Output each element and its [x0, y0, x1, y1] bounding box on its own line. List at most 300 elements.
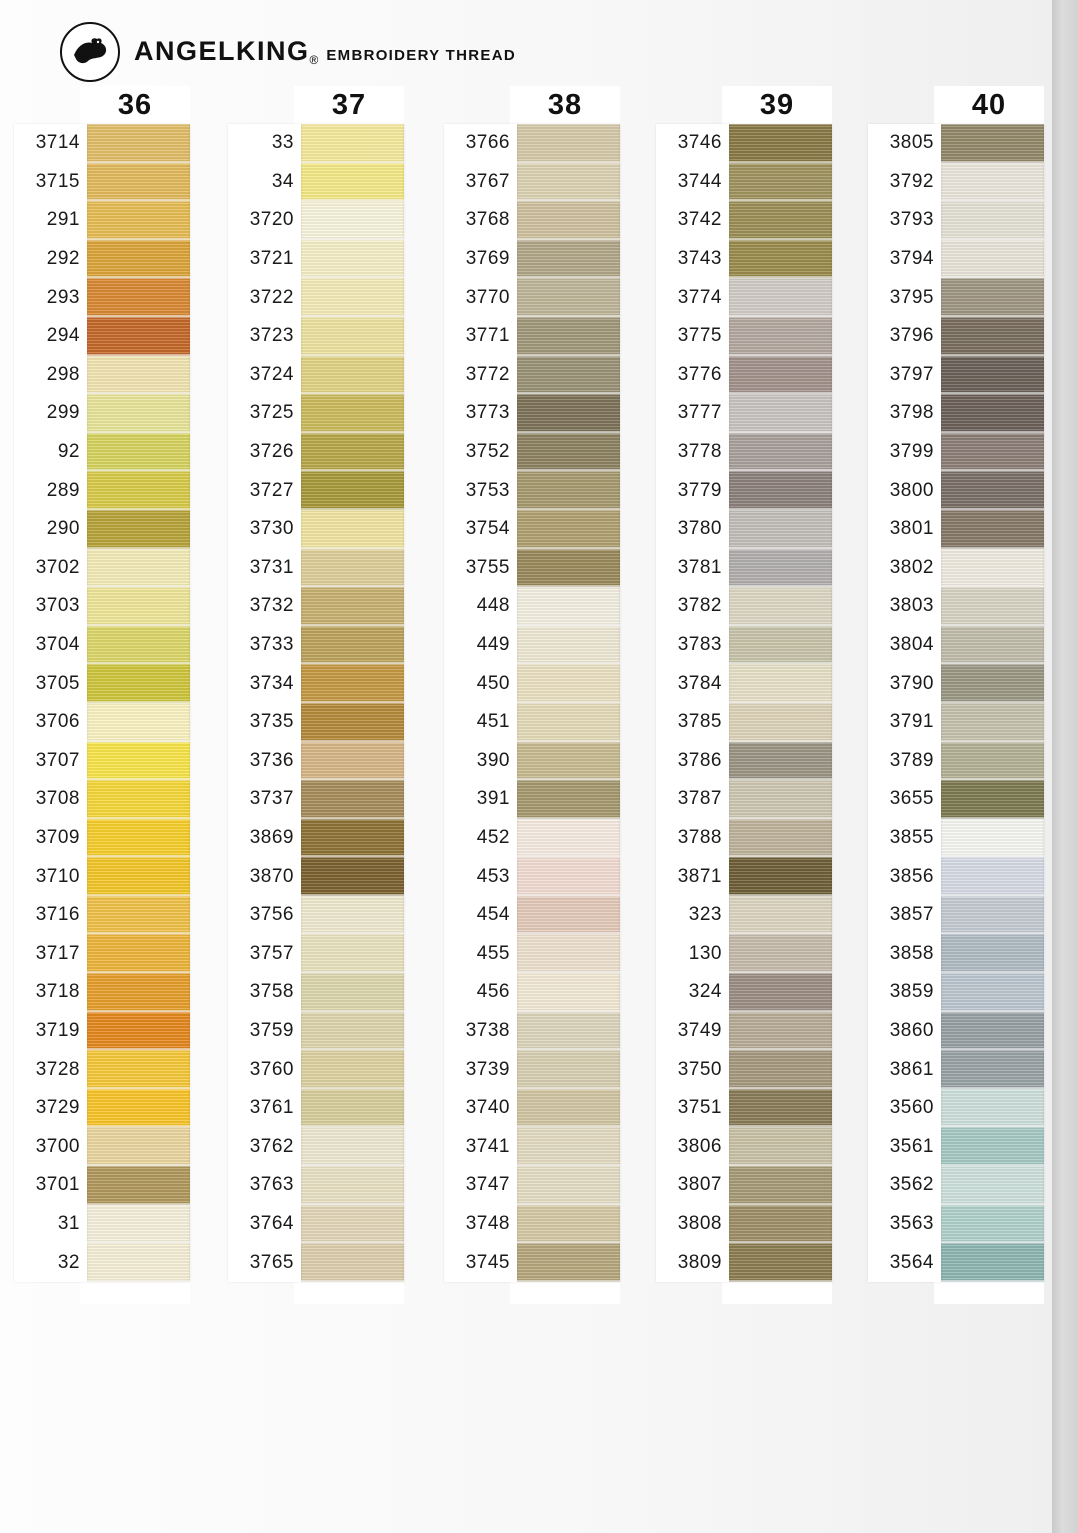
thread-row[interactable] — [656, 626, 832, 665]
thread-color-swatch[interactable] — [517, 549, 620, 588]
thread-row[interactable] — [14, 703, 190, 742]
thread-color-swatch[interactable] — [301, 857, 404, 896]
thread-row[interactable] — [14, 471, 190, 510]
thread-color-swatch[interactable] — [941, 1127, 1044, 1166]
thread-row[interactable] — [868, 356, 1044, 395]
thread-color-swatch[interactable] — [517, 1243, 620, 1282]
thread-color-swatch[interactable] — [941, 1012, 1044, 1051]
thread-color-swatch[interactable] — [301, 1205, 404, 1244]
thread-row[interactable] — [14, 1127, 190, 1166]
thread-color-swatch[interactable] — [301, 394, 404, 433]
thread-row[interactable] — [868, 896, 1044, 935]
thread-color-swatch[interactable] — [941, 587, 1044, 626]
thread-row[interactable] — [656, 896, 832, 935]
thread-row[interactable] — [444, 742, 620, 781]
thread-color-swatch[interactable] — [729, 278, 832, 317]
thread-row[interactable] — [14, 549, 190, 588]
thread-color-swatch[interactable] — [301, 549, 404, 588]
thread-color-swatch[interactable] — [941, 394, 1044, 433]
thread-color-swatch[interactable] — [729, 240, 832, 279]
thread-color-swatch[interactable] — [87, 201, 190, 240]
thread-color-swatch[interactable] — [301, 278, 404, 317]
thread-color-swatch[interactable] — [941, 973, 1044, 1012]
thread-color-swatch[interactable] — [941, 780, 1044, 819]
thread-color-swatch[interactable] — [87, 819, 190, 858]
thread-row[interactable] — [656, 1050, 832, 1089]
thread-color-swatch[interactable] — [87, 896, 190, 935]
thread-color-swatch[interactable] — [941, 626, 1044, 665]
thread-row[interactable] — [228, 278, 404, 317]
thread-color-swatch[interactable] — [87, 742, 190, 781]
thread-row[interactable] — [14, 201, 190, 240]
thread-row[interactable] — [228, 356, 404, 395]
thread-color-swatch[interactable] — [87, 857, 190, 896]
thread-row[interactable] — [444, 240, 620, 279]
thread-color-swatch[interactable] — [87, 934, 190, 973]
thread-color-swatch[interactable] — [941, 819, 1044, 858]
thread-color-swatch[interactable] — [301, 471, 404, 510]
thread-row[interactable] — [228, 934, 404, 973]
thread-color-swatch[interactable] — [301, 587, 404, 626]
thread-row[interactable] — [14, 934, 190, 973]
thread-row[interactable] — [444, 664, 620, 703]
thread-color-swatch[interactable] — [301, 356, 404, 395]
thread-color-swatch[interactable] — [517, 278, 620, 317]
thread-row[interactable] — [228, 1205, 404, 1244]
thread-color-swatch[interactable] — [941, 664, 1044, 703]
thread-color-swatch[interactable] — [517, 317, 620, 356]
thread-color-swatch[interactable] — [517, 124, 620, 163]
thread-row[interactable] — [228, 857, 404, 896]
thread-row[interactable] — [656, 664, 832, 703]
thread-row[interactable] — [444, 1012, 620, 1051]
thread-row[interactable] — [444, 163, 620, 202]
thread-color-swatch[interactable] — [301, 780, 404, 819]
thread-color-swatch[interactable] — [941, 356, 1044, 395]
thread-row[interactable] — [444, 356, 620, 395]
thread-color-swatch[interactable] — [517, 433, 620, 472]
thread-row[interactable] — [228, 471, 404, 510]
thread-row[interactable] — [444, 124, 620, 163]
thread-row[interactable] — [444, 1050, 620, 1089]
thread-color-swatch[interactable] — [87, 1243, 190, 1282]
thread-color-swatch[interactable] — [941, 510, 1044, 549]
thread-row[interactable] — [14, 857, 190, 896]
thread-row[interactable] — [868, 549, 1044, 588]
thread-row[interactable] — [444, 703, 620, 742]
thread-color-swatch[interactable] — [301, 1166, 404, 1205]
thread-color-swatch[interactable] — [729, 433, 832, 472]
thread-row[interactable] — [868, 664, 1044, 703]
thread-color-swatch[interactable] — [941, 240, 1044, 279]
thread-row[interactable] — [444, 549, 620, 588]
thread-color-swatch[interactable] — [941, 703, 1044, 742]
thread-row[interactable] — [14, 433, 190, 472]
thread-color-swatch[interactable] — [87, 1205, 190, 1244]
thread-row[interactable] — [14, 819, 190, 858]
thread-color-swatch[interactable] — [729, 780, 832, 819]
thread-color-swatch[interactable] — [517, 896, 620, 935]
thread-row[interactable] — [444, 896, 620, 935]
thread-row[interactable] — [14, 317, 190, 356]
thread-row[interactable] — [656, 1127, 832, 1166]
thread-row[interactable] — [656, 240, 832, 279]
thread-row[interactable] — [868, 587, 1044, 626]
thread-color-swatch[interactable] — [729, 1166, 832, 1205]
thread-row[interactable] — [228, 896, 404, 935]
thread-color-swatch[interactable] — [517, 1050, 620, 1089]
thread-row[interactable] — [228, 510, 404, 549]
thread-color-swatch[interactable] — [941, 549, 1044, 588]
thread-color-swatch[interactable] — [517, 1089, 620, 1128]
thread-color-swatch[interactable] — [517, 626, 620, 665]
thread-color-swatch[interactable] — [729, 317, 832, 356]
thread-row[interactable] — [14, 394, 190, 433]
thread-color-swatch[interactable] — [729, 896, 832, 935]
thread-row[interactable] — [444, 1243, 620, 1282]
thread-row[interactable] — [868, 1089, 1044, 1128]
thread-row[interactable] — [444, 1089, 620, 1128]
thread-color-swatch[interactable] — [517, 934, 620, 973]
thread-row[interactable] — [656, 201, 832, 240]
thread-color-swatch[interactable] — [87, 1127, 190, 1166]
thread-color-swatch[interactable] — [87, 124, 190, 163]
thread-row[interactable] — [444, 934, 620, 973]
thread-color-swatch[interactable] — [87, 356, 190, 395]
thread-color-swatch[interactable] — [729, 1050, 832, 1089]
thread-row[interactable] — [656, 780, 832, 819]
thread-color-swatch[interactable] — [87, 163, 190, 202]
thread-color-swatch[interactable] — [87, 587, 190, 626]
thread-color-swatch[interactable] — [941, 124, 1044, 163]
thread-row[interactable] — [656, 1089, 832, 1128]
thread-color-swatch[interactable] — [87, 278, 190, 317]
thread-row[interactable] — [656, 394, 832, 433]
thread-row[interactable] — [14, 278, 190, 317]
thread-color-swatch[interactable] — [517, 201, 620, 240]
thread-row[interactable] — [14, 510, 190, 549]
thread-color-swatch[interactable] — [729, 1089, 832, 1128]
thread-color-swatch[interactable] — [87, 1012, 190, 1051]
thread-row[interactable] — [228, 1012, 404, 1051]
thread-row[interactable] — [868, 278, 1044, 317]
thread-row[interactable] — [444, 278, 620, 317]
thread-color-swatch[interactable] — [729, 201, 832, 240]
thread-color-swatch[interactable] — [87, 317, 190, 356]
thread-row[interactable] — [656, 433, 832, 472]
thread-row[interactable] — [14, 587, 190, 626]
thread-row[interactable] — [14, 124, 190, 163]
thread-color-swatch[interactable] — [517, 819, 620, 858]
thread-row[interactable] — [868, 857, 1044, 896]
thread-row[interactable] — [444, 1205, 620, 1244]
thread-row[interactable] — [228, 819, 404, 858]
thread-row[interactable] — [228, 433, 404, 472]
thread-row[interactable] — [868, 510, 1044, 549]
thread-row[interactable] — [444, 1127, 620, 1166]
thread-row[interactable] — [444, 857, 620, 896]
thread-color-swatch[interactable] — [301, 934, 404, 973]
thread-row[interactable] — [444, 1166, 620, 1205]
thread-color-swatch[interactable] — [729, 549, 832, 588]
thread-row[interactable] — [868, 934, 1044, 973]
thread-color-swatch[interactable] — [729, 471, 832, 510]
thread-color-swatch[interactable] — [941, 1166, 1044, 1205]
thread-row[interactable] — [444, 510, 620, 549]
thread-color-swatch[interactable] — [517, 587, 620, 626]
thread-row[interactable] — [228, 1127, 404, 1166]
thread-color-swatch[interactable] — [517, 471, 620, 510]
thread-row[interactable] — [14, 742, 190, 781]
thread-color-swatch[interactable] — [729, 934, 832, 973]
thread-row[interactable] — [868, 1205, 1044, 1244]
thread-color-swatch[interactable] — [941, 742, 1044, 781]
thread-row[interactable] — [656, 549, 832, 588]
thread-color-swatch[interactable] — [941, 1089, 1044, 1128]
thread-color-swatch[interactable] — [87, 394, 190, 433]
thread-color-swatch[interactable] — [729, 163, 832, 202]
thread-row[interactable] — [228, 742, 404, 781]
thread-row[interactable] — [14, 1166, 190, 1205]
thread-row[interactable] — [444, 626, 620, 665]
thread-row[interactable] — [228, 780, 404, 819]
thread-row[interactable] — [14, 896, 190, 935]
thread-row[interactable] — [868, 471, 1044, 510]
thread-row[interactable] — [656, 1205, 832, 1244]
thread-color-swatch[interactable] — [301, 1089, 404, 1128]
thread-row[interactable] — [14, 1050, 190, 1089]
thread-color-swatch[interactable] — [301, 626, 404, 665]
thread-row[interactable] — [656, 819, 832, 858]
thread-row[interactable] — [14, 973, 190, 1012]
thread-row[interactable] — [444, 819, 620, 858]
thread-color-swatch[interactable] — [301, 819, 404, 858]
thread-color-swatch[interactable] — [729, 1205, 832, 1244]
thread-row[interactable] — [656, 1012, 832, 1051]
thread-row[interactable] — [656, 510, 832, 549]
thread-color-swatch[interactable] — [301, 317, 404, 356]
thread-row[interactable] — [444, 780, 620, 819]
thread-row[interactable] — [444, 394, 620, 433]
thread-row[interactable] — [656, 471, 832, 510]
thread-row[interactable] — [656, 278, 832, 317]
thread-row[interactable] — [868, 742, 1044, 781]
thread-row[interactable] — [868, 201, 1044, 240]
thread-row[interactable] — [868, 433, 1044, 472]
thread-color-swatch[interactable] — [301, 240, 404, 279]
thread-color-swatch[interactable] — [941, 278, 1044, 317]
thread-color-swatch[interactable] — [87, 1089, 190, 1128]
thread-row[interactable] — [868, 394, 1044, 433]
thread-row[interactable] — [656, 973, 832, 1012]
thread-color-swatch[interactable] — [87, 549, 190, 588]
thread-row[interactable] — [444, 433, 620, 472]
thread-color-swatch[interactable] — [87, 626, 190, 665]
thread-color-swatch[interactable] — [729, 857, 832, 896]
thread-row[interactable] — [14, 1012, 190, 1051]
thread-color-swatch[interactable] — [941, 317, 1044, 356]
thread-color-swatch[interactable] — [517, 163, 620, 202]
thread-color-swatch[interactable] — [729, 587, 832, 626]
thread-color-swatch[interactable] — [301, 201, 404, 240]
thread-color-swatch[interactable] — [517, 703, 620, 742]
thread-row[interactable] — [444, 201, 620, 240]
thread-color-swatch[interactable] — [941, 1050, 1044, 1089]
thread-color-swatch[interactable] — [301, 124, 404, 163]
thread-color-swatch[interactable] — [301, 1243, 404, 1282]
thread-color-swatch[interactable] — [517, 742, 620, 781]
thread-color-swatch[interactable] — [87, 664, 190, 703]
thread-row[interactable] — [228, 163, 404, 202]
thread-color-swatch[interactable] — [517, 356, 620, 395]
thread-row[interactable] — [14, 1243, 190, 1282]
thread-color-swatch[interactable] — [301, 664, 404, 703]
thread-row[interactable] — [868, 973, 1044, 1012]
thread-row[interactable] — [228, 1089, 404, 1128]
thread-color-swatch[interactable] — [729, 664, 832, 703]
thread-row[interactable] — [14, 356, 190, 395]
thread-row[interactable] — [656, 1243, 832, 1282]
thread-row[interactable] — [868, 1012, 1044, 1051]
thread-color-swatch[interactable] — [941, 896, 1044, 935]
thread-color-swatch[interactable] — [301, 703, 404, 742]
thread-row[interactable] — [656, 356, 832, 395]
thread-color-swatch[interactable] — [729, 819, 832, 858]
thread-color-swatch[interactable] — [941, 163, 1044, 202]
thread-row[interactable] — [228, 240, 404, 279]
thread-row[interactable] — [868, 317, 1044, 356]
thread-row[interactable] — [14, 1205, 190, 1244]
thread-color-swatch[interactable] — [729, 394, 832, 433]
thread-row[interactable] — [868, 703, 1044, 742]
thread-color-swatch[interactable] — [517, 973, 620, 1012]
thread-row[interactable] — [228, 549, 404, 588]
thread-color-swatch[interactable] — [729, 1012, 832, 1051]
thread-color-swatch[interactable] — [941, 201, 1044, 240]
thread-color-swatch[interactable] — [729, 510, 832, 549]
thread-color-swatch[interactable] — [729, 356, 832, 395]
thread-row[interactable] — [656, 163, 832, 202]
thread-color-swatch[interactable] — [517, 857, 620, 896]
thread-color-swatch[interactable] — [301, 1127, 404, 1166]
thread-row[interactable] — [868, 780, 1044, 819]
thread-row[interactable] — [228, 587, 404, 626]
thread-color-swatch[interactable] — [517, 1205, 620, 1244]
thread-row[interactable] — [228, 201, 404, 240]
thread-row[interactable] — [14, 780, 190, 819]
thread-row[interactable] — [868, 163, 1044, 202]
thread-row[interactable] — [656, 124, 832, 163]
thread-color-swatch[interactable] — [517, 664, 620, 703]
thread-color-swatch[interactable] — [517, 510, 620, 549]
thread-row[interactable] — [868, 124, 1044, 163]
thread-color-swatch[interactable] — [301, 1012, 404, 1051]
thread-color-swatch[interactable] — [87, 973, 190, 1012]
thread-row[interactable] — [444, 317, 620, 356]
thread-color-swatch[interactable] — [729, 742, 832, 781]
thread-row[interactable] — [656, 857, 832, 896]
thread-row[interactable] — [14, 664, 190, 703]
thread-color-swatch[interactable] — [517, 1166, 620, 1205]
thread-row[interactable] — [14, 1089, 190, 1128]
thread-row[interactable] — [444, 471, 620, 510]
thread-row[interactable] — [444, 587, 620, 626]
thread-color-swatch[interactable] — [517, 780, 620, 819]
thread-row[interactable] — [228, 317, 404, 356]
thread-color-swatch[interactable] — [729, 973, 832, 1012]
thread-row[interactable] — [228, 1243, 404, 1282]
thread-row[interactable] — [868, 819, 1044, 858]
thread-color-swatch[interactable] — [941, 1243, 1044, 1282]
thread-color-swatch[interactable] — [301, 742, 404, 781]
thread-row[interactable] — [228, 1166, 404, 1205]
thread-row[interactable] — [228, 626, 404, 665]
thread-color-swatch[interactable] — [517, 1012, 620, 1051]
thread-color-swatch[interactable] — [301, 1050, 404, 1089]
thread-color-swatch[interactable] — [517, 394, 620, 433]
thread-color-swatch[interactable] — [941, 1205, 1044, 1244]
thread-color-swatch[interactable] — [87, 703, 190, 742]
thread-row[interactable] — [656, 587, 832, 626]
thread-color-swatch[interactable] — [941, 934, 1044, 973]
thread-color-swatch[interactable] — [729, 1127, 832, 1166]
thread-row[interactable] — [868, 1243, 1044, 1282]
thread-row[interactable] — [228, 973, 404, 1012]
thread-color-swatch[interactable] — [87, 240, 190, 279]
thread-color-swatch[interactable] — [729, 1243, 832, 1282]
thread-color-swatch[interactable] — [729, 626, 832, 665]
thread-row[interactable] — [444, 973, 620, 1012]
thread-row[interactable] — [656, 1166, 832, 1205]
thread-color-swatch[interactable] — [301, 433, 404, 472]
thread-row[interactable] — [14, 626, 190, 665]
thread-color-swatch[interactable] — [517, 240, 620, 279]
thread-color-swatch[interactable] — [729, 703, 832, 742]
thread-row[interactable] — [656, 934, 832, 973]
thread-color-swatch[interactable] — [87, 780, 190, 819]
thread-color-swatch[interactable] — [301, 973, 404, 1012]
thread-color-swatch[interactable] — [87, 1050, 190, 1089]
thread-color-swatch[interactable] — [87, 471, 190, 510]
thread-color-swatch[interactable] — [941, 471, 1044, 510]
thread-color-swatch[interactable] — [729, 124, 832, 163]
thread-color-swatch[interactable] — [87, 510, 190, 549]
thread-color-swatch[interactable] — [301, 510, 404, 549]
thread-row[interactable] — [228, 664, 404, 703]
thread-row[interactable] — [228, 394, 404, 433]
thread-color-swatch[interactable] — [301, 163, 404, 202]
thread-row[interactable] — [656, 317, 832, 356]
thread-row[interactable] — [14, 163, 190, 202]
thread-color-swatch[interactable] — [87, 433, 190, 472]
thread-color-swatch[interactable] — [941, 857, 1044, 896]
thread-color-swatch[interactable] — [301, 896, 404, 935]
thread-row[interactable] — [868, 240, 1044, 279]
thread-color-swatch[interactable] — [87, 1166, 190, 1205]
thread-row[interactable] — [868, 626, 1044, 665]
thread-row[interactable] — [228, 1050, 404, 1089]
thread-row[interactable] — [14, 240, 190, 279]
thread-row[interactable] — [868, 1127, 1044, 1166]
thread-row[interactable] — [228, 124, 404, 163]
thread-color-swatch[interactable] — [941, 433, 1044, 472]
thread-row[interactable] — [868, 1166, 1044, 1205]
thread-row[interactable] — [656, 742, 832, 781]
thread-row[interactable] — [228, 703, 404, 742]
thread-row[interactable] — [868, 1050, 1044, 1089]
thread-color-swatch[interactable] — [517, 1127, 620, 1166]
thread-row[interactable] — [656, 703, 832, 742]
